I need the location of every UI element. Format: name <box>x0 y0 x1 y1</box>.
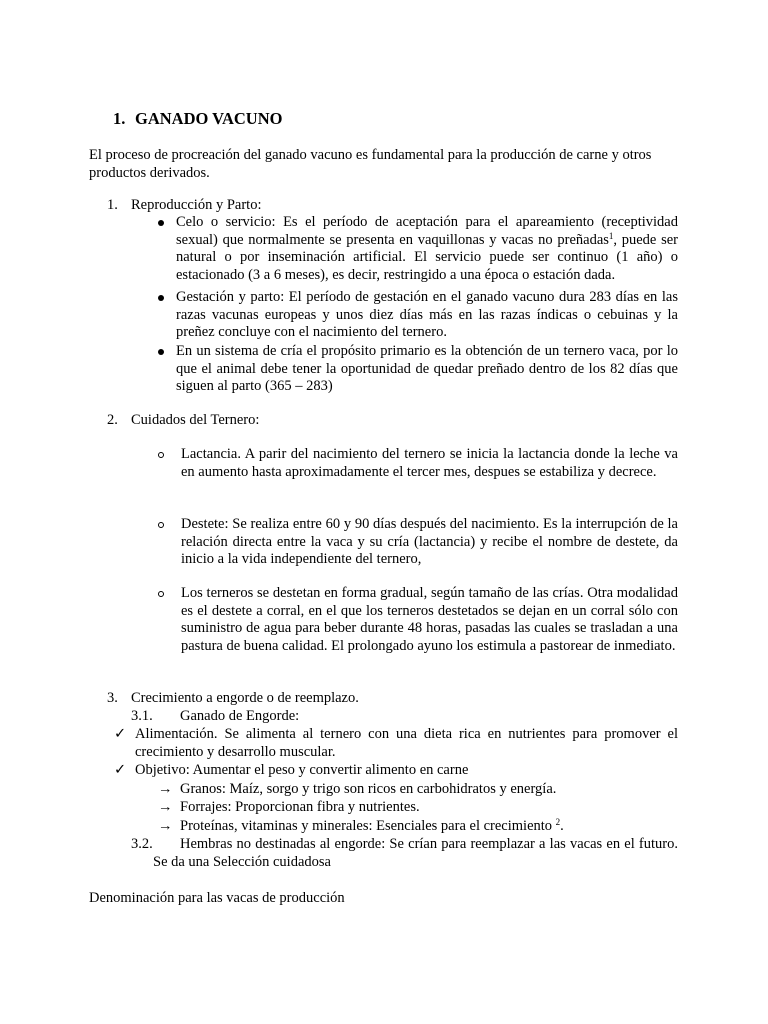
closing-line: Denominación para las vacas de producción <box>89 890 345 906</box>
circle-bullet-icon <box>158 591 164 597</box>
circle-bullet-icon <box>158 452 164 458</box>
section-2-number: 2. <box>107 412 118 428</box>
arrow-item-granos: Granos: Maíz, sorgo y trigo son ricos en carbohidratos y energía. <box>180 781 557 797</box>
bullet-dot-icon <box>158 295 164 301</box>
page-title: GANADO VACUNO <box>135 109 283 128</box>
section-3-title: Crecimiento a engorde o de reemplazo. <box>131 690 359 706</box>
subsection-3-1-title: Ganado de Engorde: <box>180 708 300 724</box>
arrow-right-icon: → <box>158 781 173 797</box>
heading-number: 1. <box>113 109 126 128</box>
arrow-item-forrajes: Forrajes: Proporcionan fibra y nutrientes. <box>180 799 420 815</box>
arrow-right-icon: → <box>158 818 173 834</box>
section-2-title: Cuidados del Ternero: <box>131 412 260 428</box>
section-1-title: Reproducción y Parto: <box>131 197 262 213</box>
bullet-celo: Celo o servicio: Es el período de aceptación para el apareamiento (receptividad sexual) que normalmente se presenta en vaquillonas y vacas no preñadas$^1$, puede ser natural o por inseminación artificial. El servicio puede ser continuo (1 año) o estacionado (3 a 6 meses), es decir, restringido a una época o estación dada. <box>176 214 678 283</box>
bullet-gestacion: Gestación y parto: El período de gestación en el ganado vacuno dura 283 días en las razas vacunas europeas y unos diez días más en las razas índicas o cebuinas y la preñez concluye con el nacimiento del ternero. <box>176 289 678 340</box>
arrow-item-proteinas: Proteínas, vitaminas y minerales: Esenciales para el crecimiento $^2$. <box>180 817 564 834</box>
bullet-sistema: En un sistema de cría el propósito primario es la obtención de un ternero vaca, por lo que el animal debe tener la oportunidad de quedar preñado dentro de los 82 días que siguen al parto (365 – 283) <box>176 343 678 394</box>
intro-line-2: productos derivados. <box>89 165 210 181</box>
check-icon: ✓ <box>114 726 127 742</box>
check-icon: ✓ <box>114 762 127 778</box>
intro-line-1: El proceso de procreación del ganado vacuno es fundamental para la producción de carne y otros <box>89 147 652 163</box>
bullet-dot-icon <box>158 349 164 355</box>
subsection-3-1-number: 3.1. <box>131 708 153 724</box>
bullet-lactancia: Lactancia. A parir del nacimiento del ternero se inicia la lactancia donde la leche va en aumento hasta aproximadamente el tercer mes, despues se estabiliza y decrece. <box>181 446 678 480</box>
check-objetivo: Objetivo: Aumentar el peso y convertir alimento en carne <box>135 762 469 778</box>
check-alimentacion: Alimentación. Se alimenta al ternero con una dieta rica en nutrientes para promover el crecimiento y desarrollo muscular. <box>135 726 678 760</box>
bullet-dot-icon <box>158 220 164 226</box>
subsection-3-2-text: Hembras no destinadas al engorde: Se crían para reemplazar a las vacas en el futuro. Se da una Selección cuidadosa <box>153 836 678 870</box>
section-1-number: 1. <box>107 197 118 213</box>
bullet-terneros: Los terneros se destetan en forma gradual, según tamaño de las crías. Otra modalidad es el destete a corral, en el que los terneros destetados se dejan en un corral sólo con suministro de agua para beber durante 48 horas, pasadas las cuales se trasladan a una pastura de buena calidad. El prolongado ayuno los estimula a pastorear de inmediato. <box>181 585 678 654</box>
subsection-3-2-number: 3.2. <box>131 836 153 852</box>
arrow-right-icon: → <box>158 799 173 815</box>
section-3-number: 3. <box>107 690 118 706</box>
circle-bullet-icon <box>158 522 164 528</box>
bullet-destete: Destete: Se realiza entre 60 y 90 días después del nacimiento. Es la interrupción de la relación directa entre la vaca y su cría (lactancia) y recibe el nombre de destete, da inicio a la vida independiente del ternero, <box>181 516 678 567</box>
